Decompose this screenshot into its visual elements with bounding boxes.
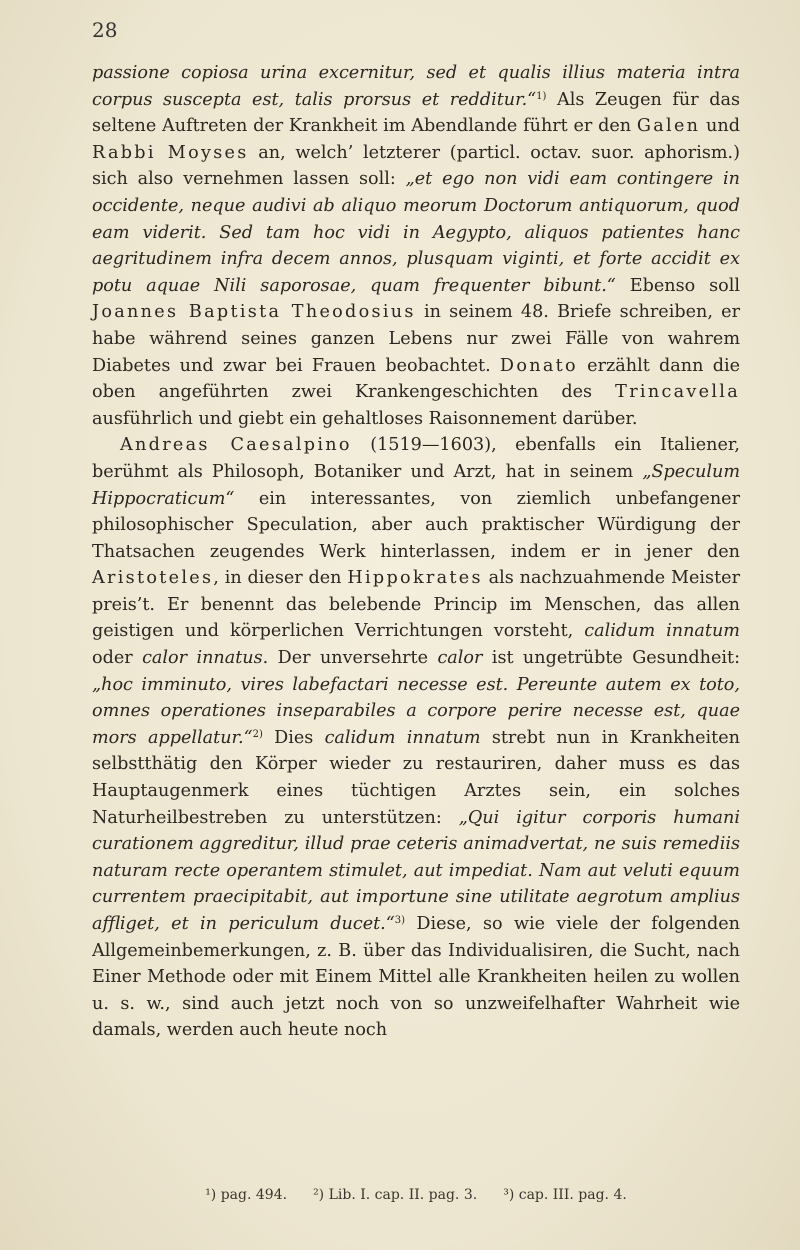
text-run: „Qui igitur corporis humani curationem aggreditur, illud prae ceteris animadvertat, ne suis remediis naturam recte operantem stimulet, aut impediat. Nam aut veluti equum currentem praecipitabit, aut importune sine utilitate aegrotum amplius affliget, et in periculum ducet.“ [92,807,740,934]
text-run: passione copiosa urina excernitur, sed et qualis illius materia intra corpus suscepta est, talis prorsus et redditur.“ [92,63,740,110]
paragraph [92,432,740,1044]
footnotes [92,1187,740,1203]
text-run: , in dieser den [213,568,348,589]
text-run: und [700,116,740,137]
paragraph [92,60,740,432]
text-run: erzählt dann die oben angeführten zwei Krankengeschichten des [92,355,740,403]
text-run: Rabbi Moyses [92,142,249,163]
body-text [92,60,740,1044]
text-run: . Der unversehrte [262,648,438,669]
text-run: calidum innatum [584,621,740,642]
footnote: ¹) pag. 494. [205,1187,288,1203]
text-run: Aristoteles [92,568,214,589]
text-run: Dies [262,727,325,748]
text-run: „hoc imminuto, vires labefactari necesse est. Pereunte autem ex toto, omnes operationes inseparabiles a corpore perire necesse est, quae mors appellatur.“ [92,674,740,748]
footnote: ²) Lib. I. cap. II. pag. 3. [313,1187,478,1203]
text-run: strebt nun in Krankheiten selbstthätig den Körper wieder zu restauriren, daher muss es das Hauptaugenmerk eines tüchtigen Arztes sein, ein solches Naturheilbestreben zu unterstützen: [92,727,740,828]
text-run: calor [437,648,483,669]
text-run: Trincavella [615,382,740,403]
text-run: in seinem 48. Briefe schreiben, er habe während seines ganzen Lebens nur zwei Fälle von wahrem Diabetes und zwar bei Frauen beobachtet. [92,302,740,376]
page-number: 28 [92,18,118,42]
text-run: ist ungetrübte Gesundheit: [482,648,740,669]
text-run: calor innatus [142,648,263,669]
text-run: Diese, so wie viele der folgenden Allgemeinbemerkungen, z. B. über das Individualisiren, die Sucht, nach Einer Methode oder mit Einem Mittel alle Krankheiten heilen zu wollen u. s. w., sind auch jetzt noch von so unzweifelhafter Wahrheit wie damals, werden auch heute noch [92,914,741,1041]
footnote: ³) cap. III. pag. 4. [503,1187,627,1203]
text-run: Joannes Baptista Theodosius [92,302,416,323]
text-run: ausführlich und giebt ein gehaltloses Raisonnement darüber. [92,408,638,429]
text-run: Als Zeugen für das seltene Auftreten der Krankheit im Abendlande führt er den [92,89,740,137]
text-run: als nachzuahmende Meister preis’t. Er benennt das belebende Princip im Menschen, das allen geistigen und körperlichen Verrichtungen vorsteht, [92,568,740,642]
text-run: Ebenso soll [615,275,740,296]
text-run: „et ego non vidi eam contingere in occidente, neque audivi ab aliquo meorum Doctorum antiquorum, quod eam viderit. Sed tam hoc vidi in Aegypto, aliquos patientes hanc aegritudinem infra decem annos, plusquam viginti, et forte accidit ex potu aquae Nili saporosae, quam frequenter bibunt.“ [92,169,740,296]
text-run: „Speculum Hippocraticum“ [92,461,740,509]
text-run: ein interessantes, von ziemlich unbefangener philosophischer Speculation, aber auch praktischer Würdigung der Thatsachen zeugendes Werk hinterlassen, indem er in jener den [92,488,740,562]
text-run: oder [92,648,143,669]
text-run: Donato [499,355,578,376]
footnote-ref: 1) [536,90,547,102]
text-run: Andreas Caesalpino [120,435,352,456]
footnote-ref: 3) [394,915,406,926]
footnote-ref: 2) [252,728,263,740]
text-run: an, welch’ letzterer (particl. octav. suor. aphorism.) sich also vernehmen lassen soll: [92,142,740,190]
text-run: Galen [636,116,701,137]
text-run: (1519—1603), ebenfalls ein Italiener, berühmt als Philosoph, Botaniker und Arzt, hat in seinem [92,435,740,482]
text-run: Hippokrates [347,568,483,589]
text-run: calidum innatum [324,727,481,748]
